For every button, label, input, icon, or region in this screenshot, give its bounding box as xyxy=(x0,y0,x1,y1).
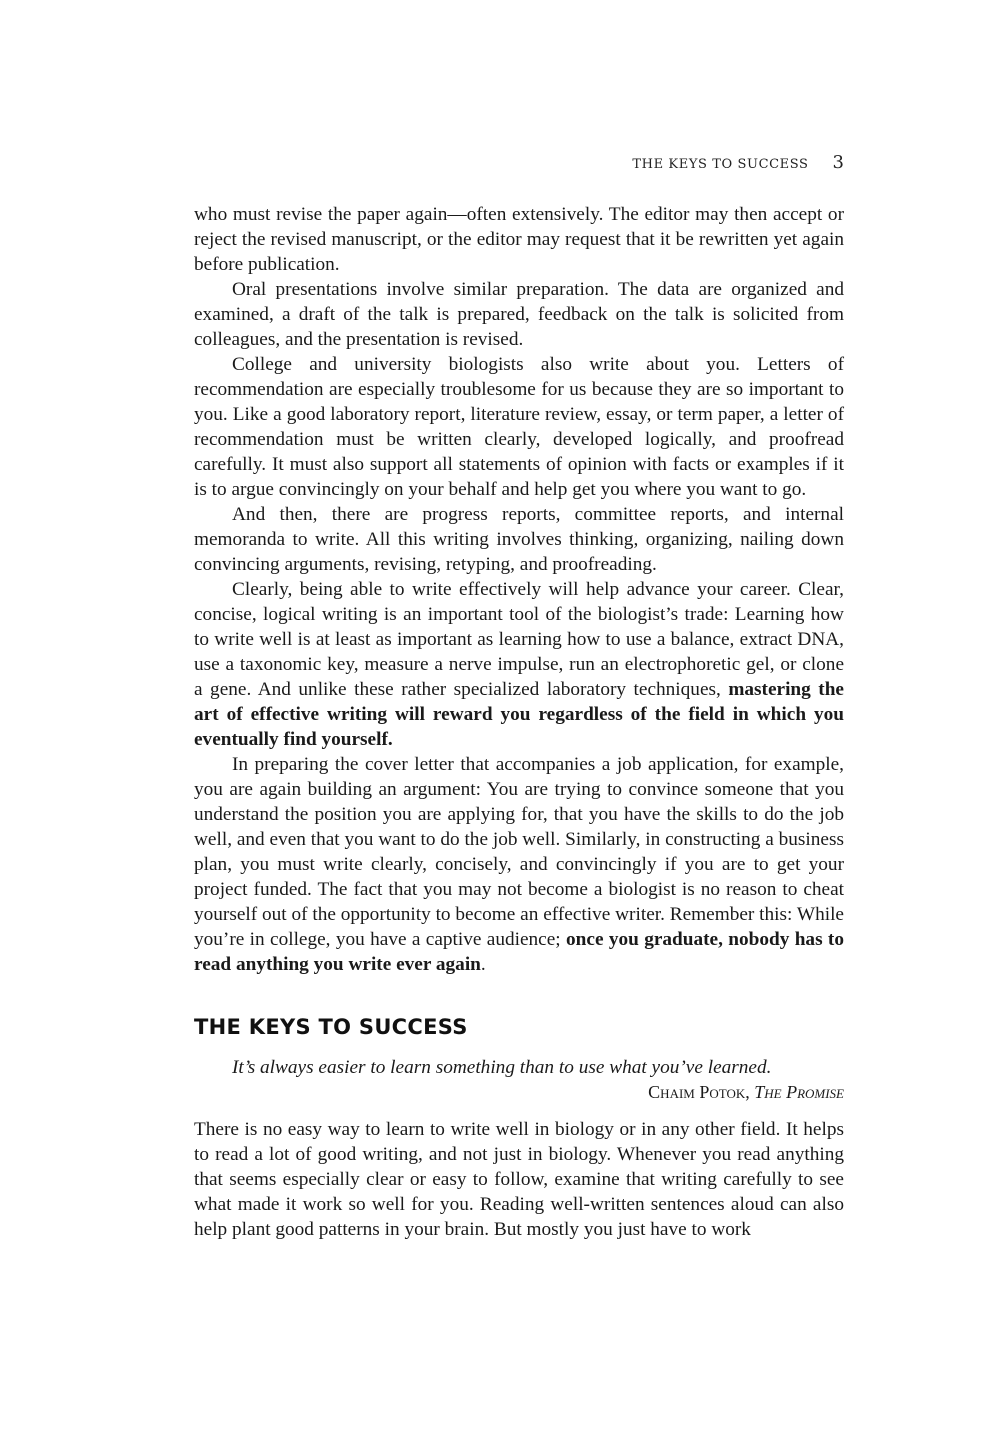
paragraph: Oral presentations involve similar preparation. The data are organized and examined, a draft of the talk is prepared, feedback on the talk is solicited from colleagues, and the presentation is revised. xyxy=(194,279,844,350)
epigraph-quote: It’s always easier to learn something than to use what you’ve learned. xyxy=(232,1057,772,1078)
paragraph: There is no easy way to learn to write well in biology or in any other field. It helps to read a lot of good writing, and not just in biology. Whenever you read anything that seems especially clear or easy to follow, examine that writing carefully to see what made it work so well for you. Reading well-written sentences aloud can also help plant good patterns in your brain. But mostly you just have to work xyxy=(194,1119,844,1240)
paragraph: who must revise the paper again—often extensively. The editor may then accept or reject the revised manuscript, or the editor may request that it be rewritten yet again before publication. xyxy=(194,204,844,275)
page-number: 3 xyxy=(832,152,844,173)
epigraph-work: The Promise xyxy=(754,1082,844,1102)
section-heading: THE KEYS TO SUCCESS xyxy=(194,1015,468,1039)
body-text xyxy=(194,202,844,1242)
paragraph: College and university biologists also write about you. Letters of recommendation are especially troublesome for us because they are so important to you. Like a good laboratory report, literature review, essay, or term paper, a letter of recommendation must be written clearly, developed logically, and proofread carefully. It must also support all statements of opinion with facts or examples if it is to argue convincingly on your behalf and help get you where you want to go. xyxy=(194,354,844,500)
emphasis-text: mastering the art of effective writing will reward you regardless of the field in which you eventually find yourself. xyxy=(194,679,844,750)
running-head-title: THE KEYS TO SUCCESS xyxy=(632,157,809,172)
emphasis-text: once you graduate, nobody has to read anything you write ever again xyxy=(194,929,844,975)
paragraph: And then, there are progress reports, committee reports, and internal memoranda to write. All this writing involves thinking, organizing, nailing down convincing arguments, revising, retyping, and proofreading. xyxy=(194,504,844,575)
paragraph-text: . xyxy=(480,954,486,975)
epigraph-attribution xyxy=(232,1080,844,1105)
paragraph-text: In preparing the cover letter that accompanies a job application, for example, you are again building an argument: You are trying to convince someone that you understand the position you are applying for, that you have the skills to do the job well, and even that you want to do the job well. Similarly, in constructing a business plan, you must write clearly, concisely, and convincingly if you are to get your project funded. The fact that you may not become a biologist is no reason to cheat yourself out of the opportunity to become an effective writer. Remember this: While you’re in college, you have a captive audience; xyxy=(194,754,844,950)
paragraph-text: Clearly, being able to write effectively will help advance your career. Clear, concise, logical writing is an important tool of the biologist’s trade: Learning how to write well is at least as important as learning how to use a balance, extract DNA, use a taxonomic key, measure a nerve impulse, run an electrophoretic gel, or clone a gene. And unlike these rather specialized laboratory techniques, xyxy=(194,579,844,700)
running-head xyxy=(632,152,844,173)
epigraph-author: Chaim Potok, xyxy=(648,1082,755,1102)
epigraph xyxy=(194,1055,844,1105)
paragraph xyxy=(194,752,844,977)
paragraph xyxy=(194,577,844,752)
